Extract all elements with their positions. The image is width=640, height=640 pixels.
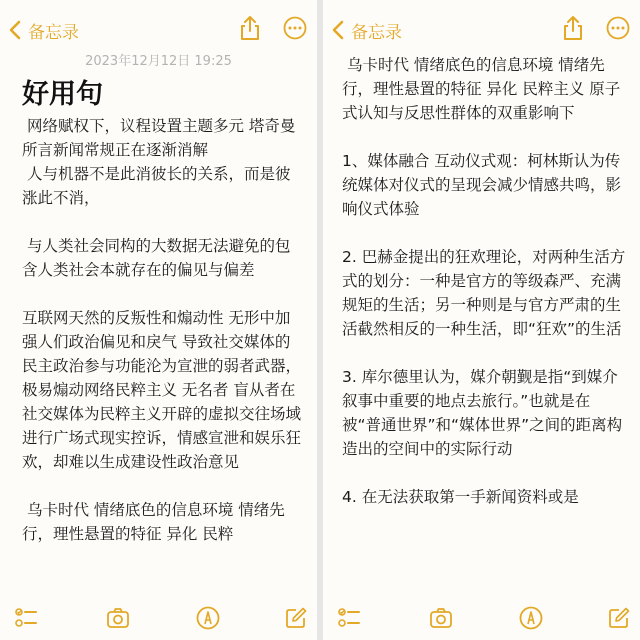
share-icon[interactable] xyxy=(237,14,263,42)
back-label: 备忘录 xyxy=(351,22,402,43)
more-icon[interactable] xyxy=(283,16,307,40)
note-timestamp: 2023年12月12日 19:25 xyxy=(85,54,232,69)
back-button[interactable] xyxy=(6,18,79,42)
checklist-icon[interactable] xyxy=(337,606,361,630)
more-icon[interactable] xyxy=(606,16,630,40)
back-label: 备忘录 xyxy=(28,22,79,43)
note-body[interactable]: 网络赋权下，议程设置主题多元 塔奇曼所言新闻常规正在逐渐消解 人与机器不是此消彼长的关系，而是彼涨此不消， 与人类社会同构的大数据无法避免的包含人类社会本就存在的偏见与偏差 互联网天然的反叛性和煽动性 无形中加强人们政治偏见和戾气 导致社交媒体的民主政治参与功能沦为宣泄的弱者武器，极易煽动网络民粹主义 无名者 盲从者在社交媒体为民粹主义开辟的虚拟交往场域进行广场式现实控诉，情感宣泄和娱乐狂欢，却难以生成建设性政治意见 乌卡时代 情绪底色的信息环境 情绪先行，理性悬置的特征 异化 民粹 xyxy=(22,117,302,543)
markup-icon[interactable] xyxy=(519,606,543,630)
bottom-toolbar xyxy=(0,596,317,640)
note-pane-left xyxy=(0,0,317,640)
note-pane-right xyxy=(323,0,640,640)
markup-icon[interactable] xyxy=(196,606,220,630)
compose-icon[interactable] xyxy=(284,606,308,630)
camera-icon[interactable] xyxy=(429,606,453,630)
back-button[interactable] xyxy=(329,18,402,42)
note-title[interactable]: 好用句 xyxy=(22,79,103,110)
share-icon[interactable] xyxy=(560,14,586,42)
nav-bar xyxy=(323,0,640,58)
compose-icon[interactable] xyxy=(607,606,631,630)
chevron-left-icon xyxy=(329,19,349,41)
camera-icon[interactable] xyxy=(106,606,130,630)
checklist-icon[interactable] xyxy=(14,606,38,630)
bottom-toolbar xyxy=(323,596,640,640)
chevron-left-icon xyxy=(6,19,26,41)
note-body[interactable]: 乌卡时代 情绪底色的信息环境 情绪先行，理性悬置的特征 异化 民粹主义 原子式认知与反思性群体的双重影响下 1、媒体融合 互动仪式观：柯林斯认为传统媒体对仪式的呈现会减少情感共鸣，影响仪式体验 2. 巴赫金提出的狂欢理论，对两种生活方式的划分：一种是官方的等级森严、充满规矩的生活；另一种则是与官方严肃的生活截然相反的一种生活，即“狂欢”的生活 3. 库尔德里认为，媒介朝觐是指“到媒介叙事中重要的地点去旅行。”也就是在被“普通世界”和“媒体世界”之间的距离构造出的空间中的实际行动 4. 在无法获取第一手新闻资料或是 xyxy=(342,56,626,506)
